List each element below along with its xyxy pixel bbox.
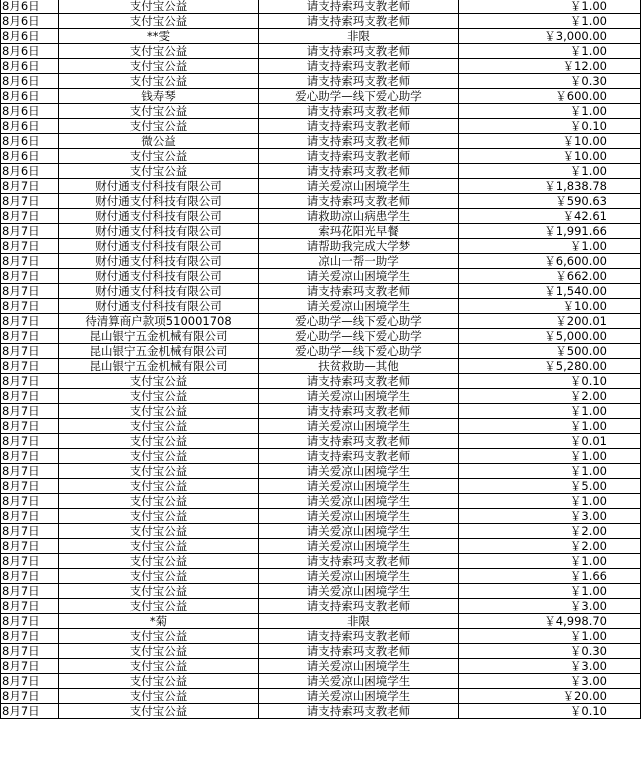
table-row (1, 239, 641, 254)
project-cell[interactable]: 请关爱凉山困境学生 (259, 269, 459, 284)
table-row (1, 134, 641, 149)
table-row (1, 689, 641, 704)
donor-cell[interactable]: 支付宝公益 (59, 104, 259, 119)
project-cell[interactable]: 请关爱凉山困境学生 (259, 179, 459, 194)
date-cell[interactable]: 8月7日 (1, 509, 59, 524)
date-cell[interactable]: 8月7日 (1, 224, 59, 239)
table-row (1, 659, 641, 674)
donation-table-body (1, 0, 641, 719)
amount-cell[interactable]: ￥1.00 (459, 449, 641, 464)
date-cell[interactable]: 8月6日 (1, 0, 59, 14)
date-cell[interactable]: 8月6日 (1, 89, 59, 104)
date-cell[interactable]: 8月6日 (1, 59, 59, 74)
date-cell[interactable]: 8月6日 (1, 119, 59, 134)
amount-cell[interactable]: ￥1.00 (459, 464, 641, 479)
donor-cell[interactable]: **雯 (59, 29, 259, 44)
date-cell[interactable]: 8月7日 (1, 314, 59, 329)
donor-cell[interactable]: 支付宝公益 (59, 524, 259, 539)
amount-cell[interactable]: ￥1.00 (459, 164, 641, 179)
amount-cell[interactable]: ￥2.00 (459, 524, 641, 539)
donor-cell[interactable]: 昆山银宁五金机械有限公司 (59, 359, 259, 374)
table-row (1, 14, 641, 29)
table-row (1, 0, 641, 14)
amount-cell[interactable]: ￥1,991.66 (459, 224, 641, 239)
donor-cell[interactable]: 支付宝公益 (59, 59, 259, 74)
donor-cell[interactable]: 支付宝公益 (59, 434, 259, 449)
donor-cell[interactable]: 财付通支付科技有限公司 (59, 254, 259, 269)
date-cell[interactable]: 8月7日 (1, 569, 59, 584)
table-row (1, 44, 641, 59)
donor-cell[interactable]: 支付宝公益 (59, 479, 259, 494)
amount-cell[interactable]: ￥5,280.00 (459, 359, 641, 374)
project-cell[interactable]: 请帮助我完成大学梦 (259, 239, 459, 254)
donor-cell[interactable]: 支付宝公益 (59, 509, 259, 524)
date-cell[interactable]: 8月6日 (1, 164, 59, 179)
date-cell[interactable]: 8月6日 (1, 44, 59, 59)
amount-cell[interactable]: ￥1,838.78 (459, 179, 641, 194)
date-cell[interactable]: 8月6日 (1, 29, 59, 44)
amount-cell[interactable]: ￥1.00 (459, 0, 641, 14)
amount-cell[interactable]: ￥3.00 (459, 509, 641, 524)
donor-cell[interactable]: 支付宝公益 (59, 449, 259, 464)
donor-cell[interactable]: 财付通支付科技有限公司 (59, 194, 259, 209)
amount-cell[interactable]: ￥10.00 (459, 149, 641, 164)
donor-cell[interactable]: 微公益 (59, 134, 259, 149)
date-cell[interactable]: 8月7日 (1, 479, 59, 494)
donor-cell[interactable]: 支付宝公益 (59, 704, 259, 719)
project-cell[interactable]: 请支持索玛支教老师 (259, 134, 459, 149)
date-cell[interactable]: 8月7日 (1, 674, 59, 689)
donor-cell[interactable]: 财付通支付科技有限公司 (59, 239, 259, 254)
table-row (1, 419, 641, 434)
project-cell[interactable]: 请关爱凉山困境学生 (259, 389, 459, 404)
project-cell[interactable]: 请支持索玛支教老师 (259, 164, 459, 179)
amount-cell[interactable]: ￥0.10 (459, 374, 641, 389)
amount-cell[interactable]: ￥3.00 (459, 674, 641, 689)
donor-cell[interactable]: 财付通支付科技有限公司 (59, 284, 259, 299)
project-cell[interactable]: 请支持索玛支教老师 (259, 374, 459, 389)
table-row (1, 224, 641, 239)
date-cell[interactable]: 8月7日 (1, 614, 59, 629)
table-row (1, 584, 641, 599)
table-row (1, 29, 641, 44)
table-row (1, 89, 641, 104)
project-cell[interactable]: 请关爱凉山困境学生 (259, 494, 459, 509)
table-row (1, 299, 641, 314)
project-cell[interactable]: 请关爱凉山困境学生 (259, 584, 459, 599)
table-row (1, 374, 641, 389)
donor-cell[interactable]: 支付宝公益 (59, 419, 259, 434)
donor-cell[interactable]: 支付宝公益 (59, 119, 259, 134)
amount-cell[interactable]: ￥10.00 (459, 134, 641, 149)
project-cell[interactable]: 请关爱凉山困境学生 (259, 464, 459, 479)
project-cell[interactable]: 请支持索玛支教老师 (259, 449, 459, 464)
date-cell[interactable]: 8月7日 (1, 449, 59, 464)
donor-cell[interactable]: 支付宝公益 (59, 464, 259, 479)
project-cell[interactable]: 请关爱凉山困境学生 (259, 539, 459, 554)
project-cell[interactable]: 请支持索玛支教老师 (259, 59, 459, 74)
table-row (1, 539, 641, 554)
date-cell[interactable]: 8月7日 (1, 554, 59, 569)
table-row (1, 74, 641, 89)
table-row (1, 524, 641, 539)
table-row (1, 104, 641, 119)
amount-cell[interactable]: ￥0.30 (459, 74, 641, 89)
amount-cell[interactable]: ￥662.00 (459, 269, 641, 284)
date-cell[interactable]: 8月6日 (1, 104, 59, 119)
project-cell[interactable]: 请关爱凉山困境学生 (259, 419, 459, 434)
project-cell[interactable]: 索玛花阳光早餐 (259, 224, 459, 239)
donor-cell[interactable]: 昆山银宁五金机械有限公司 (59, 329, 259, 344)
project-cell[interactable]: 请关爱凉山困境学生 (259, 674, 459, 689)
date-cell[interactable]: 8月7日 (1, 539, 59, 554)
amount-cell[interactable]: ￥12.00 (459, 59, 641, 74)
amount-cell[interactable]: ￥600.00 (459, 89, 641, 104)
project-cell[interactable]: 请支持索玛支教老师 (259, 74, 459, 89)
date-cell[interactable]: 8月7日 (1, 344, 59, 359)
table-row (1, 314, 641, 329)
date-cell[interactable]: 8月7日 (1, 524, 59, 539)
date-cell[interactable]: 8月7日 (1, 329, 59, 344)
amount-cell[interactable]: ￥0.30 (459, 644, 641, 659)
amount-cell[interactable]: ￥2.00 (459, 539, 641, 554)
amount-cell[interactable]: ￥1.00 (459, 104, 641, 119)
project-cell[interactable]: 请关爱凉山困境学生 (259, 524, 459, 539)
table-row (1, 329, 641, 344)
table-row (1, 599, 641, 614)
amount-cell[interactable]: ￥590.63 (459, 194, 641, 209)
project-cell[interactable]: 爱心助学—线下爱心助学 (259, 314, 459, 329)
date-cell[interactable]: 8月7日 (1, 389, 59, 404)
table-row (1, 674, 641, 689)
date-cell[interactable]: 8月7日 (1, 209, 59, 224)
project-cell[interactable]: 请支持索玛支教老师 (259, 644, 459, 659)
amount-cell[interactable]: ￥1.00 (459, 14, 641, 29)
amount-cell[interactable]: ￥2.00 (459, 389, 641, 404)
date-cell[interactable]: 8月7日 (1, 434, 59, 449)
table-row (1, 404, 641, 419)
table-row (1, 209, 641, 224)
donor-cell[interactable]: 支付宝公益 (59, 554, 259, 569)
date-cell[interactable]: 8月7日 (1, 239, 59, 254)
amount-cell[interactable]: ￥0.10 (459, 119, 641, 134)
amount-cell[interactable]: ￥1,540.00 (459, 284, 641, 299)
amount-cell[interactable]: ￥1.00 (459, 584, 641, 599)
donor-cell[interactable]: 支付宝公益 (59, 149, 259, 164)
donor-cell[interactable]: 支付宝公益 (59, 689, 259, 704)
donor-cell[interactable]: 财付通支付科技有限公司 (59, 224, 259, 239)
amount-cell[interactable]: ￥1.00 (459, 404, 641, 419)
amount-cell[interactable]: ￥3.00 (459, 599, 641, 614)
amount-cell[interactable]: ￥4,998.70 (459, 614, 641, 629)
date-cell[interactable]: 8月7日 (1, 659, 59, 674)
amount-cell[interactable]: ￥1.00 (459, 419, 641, 434)
date-cell[interactable]: 8月7日 (1, 704, 59, 719)
amount-cell[interactable]: ￥3,000.00 (459, 29, 641, 44)
amount-cell[interactable]: ￥3.00 (459, 659, 641, 674)
table-row (1, 479, 641, 494)
date-cell[interactable]: 8月7日 (1, 194, 59, 209)
table-row (1, 164, 641, 179)
date-cell[interactable]: 8月7日 (1, 494, 59, 509)
project-cell[interactable]: 非限 (259, 29, 459, 44)
donor-cell[interactable]: 支付宝公益 (59, 644, 259, 659)
amount-cell[interactable]: ￥6,600.00 (459, 254, 641, 269)
donor-cell[interactable]: 财付通支付科技有限公司 (59, 209, 259, 224)
project-cell[interactable]: 请救助凉山病患学生 (259, 209, 459, 224)
amount-cell[interactable]: ￥5,000.00 (459, 329, 641, 344)
donor-cell[interactable]: 财付通支付科技有限公司 (59, 179, 259, 194)
amount-cell[interactable]: ￥1.00 (459, 629, 641, 644)
project-cell[interactable]: 请支持索玛支教老师 (259, 14, 459, 29)
donor-cell[interactable]: 待清算商户款项510001708 (59, 314, 259, 329)
date-cell[interactable]: 8月6日 (1, 14, 59, 29)
project-cell[interactable]: 请支持索玛支教老师 (259, 704, 459, 719)
donor-cell[interactable]: 财付通支付科技有限公司 (59, 269, 259, 284)
date-cell[interactable]: 8月7日 (1, 629, 59, 644)
date-cell[interactable]: 8月7日 (1, 644, 59, 659)
date-cell[interactable]: 8月6日 (1, 74, 59, 89)
project-cell[interactable]: 请支持索玛支教老师 (259, 554, 459, 569)
amount-cell[interactable]: ￥1.00 (459, 239, 641, 254)
date-cell[interactable]: 8月7日 (1, 359, 59, 374)
table-row (1, 59, 641, 74)
project-cell[interactable]: 请关爱凉山困境学生 (259, 659, 459, 674)
table-row (1, 194, 641, 209)
project-cell[interactable]: 请支持索玛支教老师 (259, 629, 459, 644)
project-cell[interactable]: 请支持索玛支教老师 (259, 119, 459, 134)
donor-cell[interactable]: 支付宝公益 (59, 584, 259, 599)
date-cell[interactable]: 8月7日 (1, 404, 59, 419)
date-cell[interactable]: 8月7日 (1, 284, 59, 299)
table-row (1, 269, 641, 284)
date-cell[interactable]: 8月6日 (1, 134, 59, 149)
amount-cell[interactable]: ￥500.00 (459, 344, 641, 359)
amount-cell[interactable]: ￥1.00 (459, 44, 641, 59)
amount-cell[interactable]: ￥5.00 (459, 479, 641, 494)
amount-cell[interactable]: ￥1.66 (459, 569, 641, 584)
project-cell[interactable]: 请支持索玛支教老师 (259, 599, 459, 614)
date-cell[interactable]: 8月7日 (1, 419, 59, 434)
donor-cell[interactable]: 支付宝公益 (59, 674, 259, 689)
project-cell[interactable]: 扶贫救助—其他 (259, 359, 459, 374)
table-row (1, 179, 641, 194)
donor-cell[interactable]: 支付宝公益 (59, 389, 259, 404)
project-cell[interactable]: 请支持索玛支教老师 (259, 104, 459, 119)
project-cell[interactable]: 非限 (259, 614, 459, 629)
project-cell[interactable]: 凉山一帮一助学 (259, 254, 459, 269)
donor-cell[interactable]: 支付宝公益 (59, 659, 259, 674)
table-row (1, 554, 641, 569)
date-cell[interactable]: 8月7日 (1, 374, 59, 389)
project-cell[interactable]: 爱心助学—线下爱心助学 (259, 329, 459, 344)
project-cell[interactable]: 请关爱凉山困境学生 (259, 299, 459, 314)
date-cell[interactable]: 8月7日 (1, 599, 59, 614)
donor-cell[interactable]: 支付宝公益 (59, 539, 259, 554)
table-row (1, 254, 641, 269)
date-cell[interactable]: 8月7日 (1, 269, 59, 284)
table-row (1, 149, 641, 164)
table-row (1, 569, 641, 584)
table-row (1, 614, 641, 629)
project-cell[interactable]: 请支持索玛支教老师 (259, 194, 459, 209)
amount-cell[interactable]: ￥42.61 (459, 209, 641, 224)
table-row (1, 389, 641, 404)
table-row (1, 119, 641, 134)
date-cell[interactable]: 8月7日 (1, 464, 59, 479)
table-row (1, 434, 641, 449)
table-row (1, 464, 641, 479)
amount-cell[interactable]: ￥20.00 (459, 689, 641, 704)
amount-cell[interactable]: ￥1.00 (459, 554, 641, 569)
project-cell[interactable]: 请支持索玛支教老师 (259, 284, 459, 299)
donor-cell[interactable]: 支付宝公益 (59, 164, 259, 179)
donor-cell[interactable]: 钱寿琴 (59, 89, 259, 104)
date-cell[interactable]: 8月7日 (1, 254, 59, 269)
project-cell[interactable]: 请支持索玛支教老师 (259, 0, 459, 14)
project-cell[interactable]: 爱心助学—线下爱心助学 (259, 344, 459, 359)
project-cell[interactable]: 请支持索玛支教老师 (259, 404, 459, 419)
table-row (1, 509, 641, 524)
date-cell[interactable]: 8月7日 (1, 584, 59, 599)
donor-cell[interactable]: 财付通支付科技有限公司 (59, 299, 259, 314)
project-cell[interactable]: 请关爱凉山困境学生 (259, 689, 459, 704)
amount-cell[interactable]: ￥1.00 (459, 494, 641, 509)
project-cell[interactable]: 请支持索玛支教老师 (259, 434, 459, 449)
amount-cell[interactable]: ￥10.00 (459, 299, 641, 314)
donor-cell[interactable]: 支付宝公益 (59, 494, 259, 509)
donor-cell[interactable]: 支付宝公益 (59, 374, 259, 389)
table-row (1, 494, 641, 509)
table-row (1, 704, 641, 719)
amount-cell[interactable]: ￥200.01 (459, 314, 641, 329)
project-cell[interactable]: 爱心助学—线下爱心助学 (259, 89, 459, 104)
donor-cell[interactable]: 支付宝公益 (59, 0, 259, 14)
date-cell[interactable]: 8月7日 (1, 689, 59, 704)
table-row (1, 344, 641, 359)
amount-cell[interactable]: ￥0.10 (459, 704, 641, 719)
project-cell[interactable]: 请支持索玛支教老师 (259, 149, 459, 164)
donor-cell[interactable]: 支付宝公益 (59, 569, 259, 584)
amount-cell[interactable]: ￥0.01 (459, 434, 641, 449)
project-cell[interactable]: 请支持索玛支教老师 (259, 44, 459, 59)
project-cell[interactable]: 请关爱凉山困境学生 (259, 569, 459, 584)
project-cell[interactable]: 请关爱凉山困境学生 (259, 509, 459, 524)
project-cell[interactable]: 请关爱凉山困境学生 (259, 479, 459, 494)
donor-cell[interactable]: *菊 (59, 614, 259, 629)
table-row (1, 359, 641, 374)
donor-cell[interactable]: 支付宝公益 (59, 599, 259, 614)
table-row (1, 629, 641, 644)
table-row (1, 284, 641, 299)
donor-cell[interactable]: 支付宝公益 (59, 44, 259, 59)
date-cell[interactable]: 8月7日 (1, 179, 59, 194)
donor-cell[interactable]: 支付宝公益 (59, 74, 259, 89)
donor-cell[interactable]: 支付宝公益 (59, 404, 259, 419)
donor-cell[interactable]: 支付宝公益 (59, 629, 259, 644)
date-cell[interactable]: 8月7日 (1, 299, 59, 314)
table-row (1, 644, 641, 659)
donor-cell[interactable]: 昆山银宁五金机械有限公司 (59, 344, 259, 359)
date-cell[interactable]: 8月6日 (1, 149, 59, 164)
donor-cell[interactable]: 支付宝公益 (59, 14, 259, 29)
table-row (1, 449, 641, 464)
